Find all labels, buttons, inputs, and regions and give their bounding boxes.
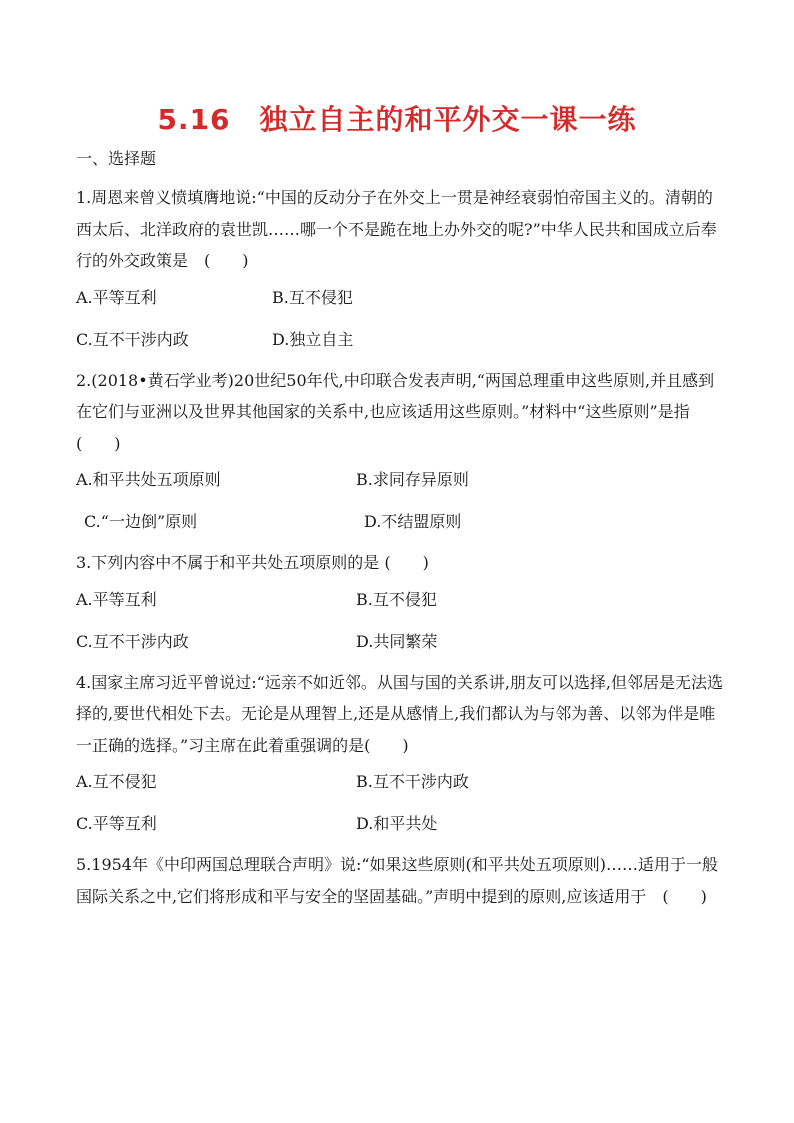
option-b: B.互不侵犯 — [356, 589, 437, 609]
option-d: D.共同繁荣 — [356, 631, 438, 651]
option-b: B.互不干涉内政 — [356, 772, 469, 791]
options — [76, 761, 726, 845]
question-5 — [76, 849, 726, 912]
option-c: C.“一边倒”原则 — [84, 512, 198, 531]
option-a: A.互不侵犯 — [76, 772, 157, 791]
question-3 — [76, 547, 726, 663]
option-row — [76, 761, 726, 803]
option-row — [76, 621, 726, 663]
option-d: D.和平共处 — [356, 814, 438, 833]
question-2 — [76, 365, 726, 544]
option-row — [76, 579, 726, 621]
question-4 — [76, 667, 726, 846]
question-1 — [76, 182, 726, 361]
options — [76, 579, 726, 663]
page-title: 5.16 独立自主的和平外交一课一练 — [157, 103, 637, 136]
option-row — [76, 803, 726, 845]
option-a: A.平等互利 — [76, 589, 157, 609]
option-d: D.不结盟原则 — [364, 512, 462, 531]
option-row — [76, 501, 726, 543]
option-b: B.求同存异原则 — [356, 470, 469, 489]
question-text: 1.周恩来曾义愤填膺地说:“中国的反动分子在外交上一贯是神经衰弱怕帝国主义的。清朝的西太后、北洋政府的袁世凯……哪一个不是跪在地上办外交的呢?”中华人民共和国成立后奉行的外交政策是 ( ) — [76, 188, 717, 270]
content-area — [76, 148, 726, 912]
question-text: 2.(2018•黄石学业考)20世纪50年代,中印联合发表声明,“两国总理重申这些原则,并且感到在它们与亚洲以及世界其他国家的关系中,也应该适用这些原则。”材料中“这些原则”是指 ( ) — [76, 370, 715, 453]
question-text: 3.下列内容中不属于和平共处五项原则的是 ( ) — [76, 553, 429, 572]
option-row — [76, 277, 726, 319]
options — [76, 459, 726, 543]
option-c: C.平等互利 — [76, 814, 157, 833]
option-row — [76, 459, 726, 501]
option-a: A.平等互利 — [76, 287, 157, 307]
question-text: 4.国家主席习近平曾说过:“远亲不如近邻。从国与国的关系讲,朋友可以选择,但邻居是无法选择的,要世代相处下去。无论是从理智上,还是从感情上,我们都认为与邻为善、以邻为伴是唯一正确的选择。”习主席在此着重强调的是( ) — [76, 672, 724, 755]
option-c: C.互不干涉内政 — [76, 631, 189, 651]
option-c: C.互不干涉内政 — [76, 329, 189, 349]
option-row — [76, 319, 726, 361]
option-b: B.互不侵犯 — [272, 287, 353, 307]
section-heading: 一、选择题 — [76, 149, 157, 168]
question-text: 5.1954年《中印两国总理联合声明》说:“如果这些原则(和平共处五项原则)……适用于一般国际关系之中,它们将形成和平与安全的坚固基础。”声明中提到的原则,应该适用于 ( ) — [76, 855, 719, 906]
option-a: A.和平共处五项原则 — [76, 470, 221, 489]
option-d: D.独立自主 — [272, 329, 354, 349]
options — [76, 277, 726, 361]
